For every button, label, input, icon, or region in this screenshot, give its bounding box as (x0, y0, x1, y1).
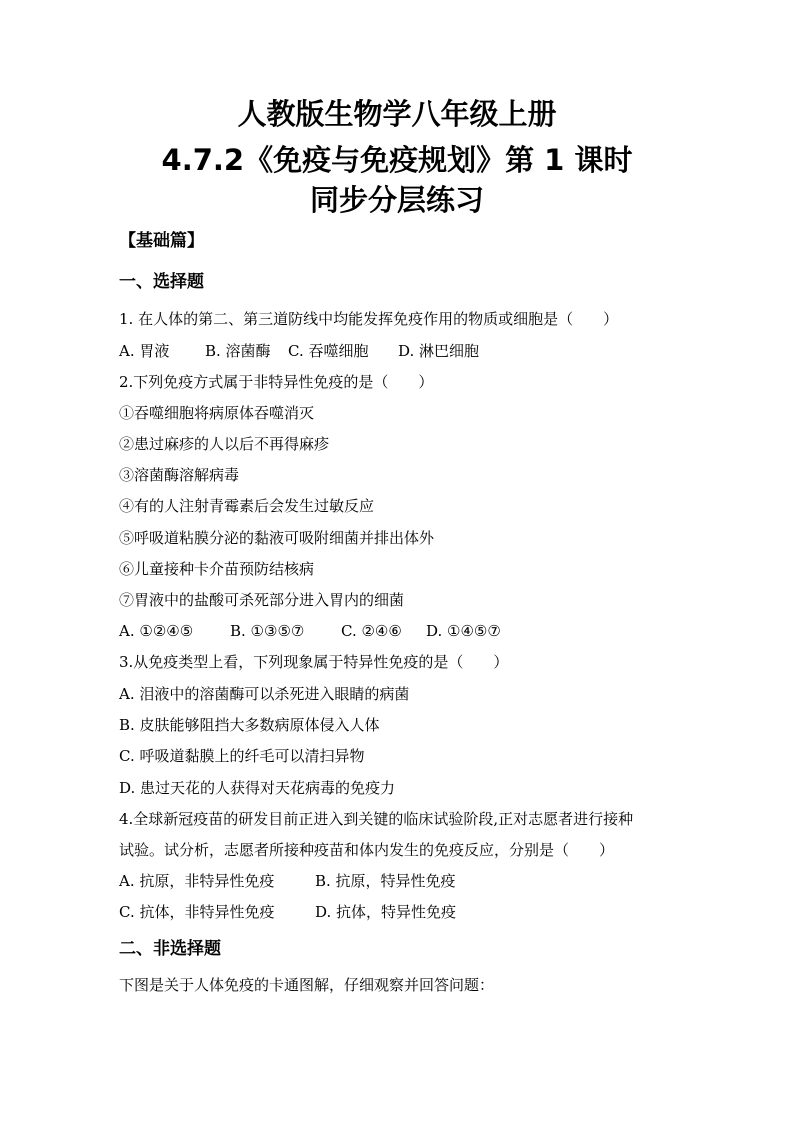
question-4-options-row-2 (119, 902, 456, 922)
question-1-options (119, 341, 479, 361)
document-title-line-3: 同步分层练习 (309, 183, 484, 217)
question-4-stem-line-1: 4.全球新冠疫苗的研发目前正进入到关键的临床试验阶段,正对志愿者进行接种 (119, 810, 634, 828)
option-d: D. ①④⑤⑦ (426, 622, 501, 640)
question-2-item: ⑦胃液中的盐酸可杀死部分进入胃内的细菌 (119, 591, 405, 609)
question-2-item: ①吞噬细胞将病原体吞噬消灭 (119, 404, 315, 422)
part-heading-non-choice: 二、非选择题 (119, 939, 221, 959)
option-b: B. ①③⑤⑦ (230, 622, 305, 640)
question-2-item: ④有的人注射青霉素后会发生过敏反应 (119, 497, 375, 515)
option-a: A. 胃液 (119, 342, 170, 360)
question-2-item: ⑥儿童接种卡介苗预防结核病 (119, 560, 315, 578)
option-c: C. 吞噬细胞 (288, 342, 369, 360)
question-2-stem: 2.下列免疫方式属于非特异性免疫的是（ ） (119, 373, 434, 391)
option-c: C. ②④⑥ (341, 622, 402, 640)
question-2-item: ⑤呼吸道粘膜分泌的黏液可吸附细菌并排出体外 (119, 529, 435, 547)
question-3-option-c: C. 呼吸道黏膜上的纤毛可以清扫异物 (119, 747, 365, 765)
question-2-item: ②患过麻疹的人以后不再得麻疹 (119, 435, 330, 453)
question-3-option-a: A. 泪液中的溶菌酶可以杀死进入眼睛的病菌 (119, 685, 410, 703)
question-4-stem-line-2: 试验。试分析，志愿者所接种疫苗和体内发生的免疫反应，分别是（ ） (119, 841, 615, 859)
option-d: D. 抗体，特异性免疫 (315, 903, 457, 921)
section-heading-basic: 【基础篇】 (119, 231, 204, 251)
document-title-line-1: 人教版生物学八年级上册 (237, 97, 557, 131)
option-a: A. ①②④⑤ (119, 622, 194, 640)
question-3-option-d: D. 患过天花的人获得对天花病毒的免疫力 (119, 779, 396, 797)
question-2-options (119, 621, 501, 641)
question-4-options-row-1 (119, 871, 456, 891)
option-b: B. 溶菌酶 (205, 342, 271, 360)
question-3-stem: 3.从免疫类型上看，下列现象属于特异性免疫的是（ ） (119, 653, 509, 671)
option-b: B. 抗原，特异性免疫 (315, 872, 456, 890)
option-c: C. 抗体，非特异性免疫 (119, 903, 275, 921)
option-a: A. 抗原，非特异性免疫 (119, 872, 275, 890)
option-d: D. 淋巴细胞 (398, 342, 480, 360)
question-3-option-b: B. 皮肤能够阻挡大多数病原体侵入人体 (119, 716, 380, 734)
part-2-intro: 下图是关于人体免疫的卡通图解，仔细观察并回答问题： (119, 976, 495, 994)
document-title-line-2: 4.7.2《免疫与免疫规划》第 1 课时 (161, 143, 633, 177)
question-1-stem: 1. 在人体的第二、第三道防线中均能发挥免疫作用的物质或细胞是（ ） (119, 310, 619, 328)
part-heading-choice: 一、选择题 (119, 272, 204, 292)
question-2-item: ③溶菌酶溶解病毒 (119, 466, 240, 484)
